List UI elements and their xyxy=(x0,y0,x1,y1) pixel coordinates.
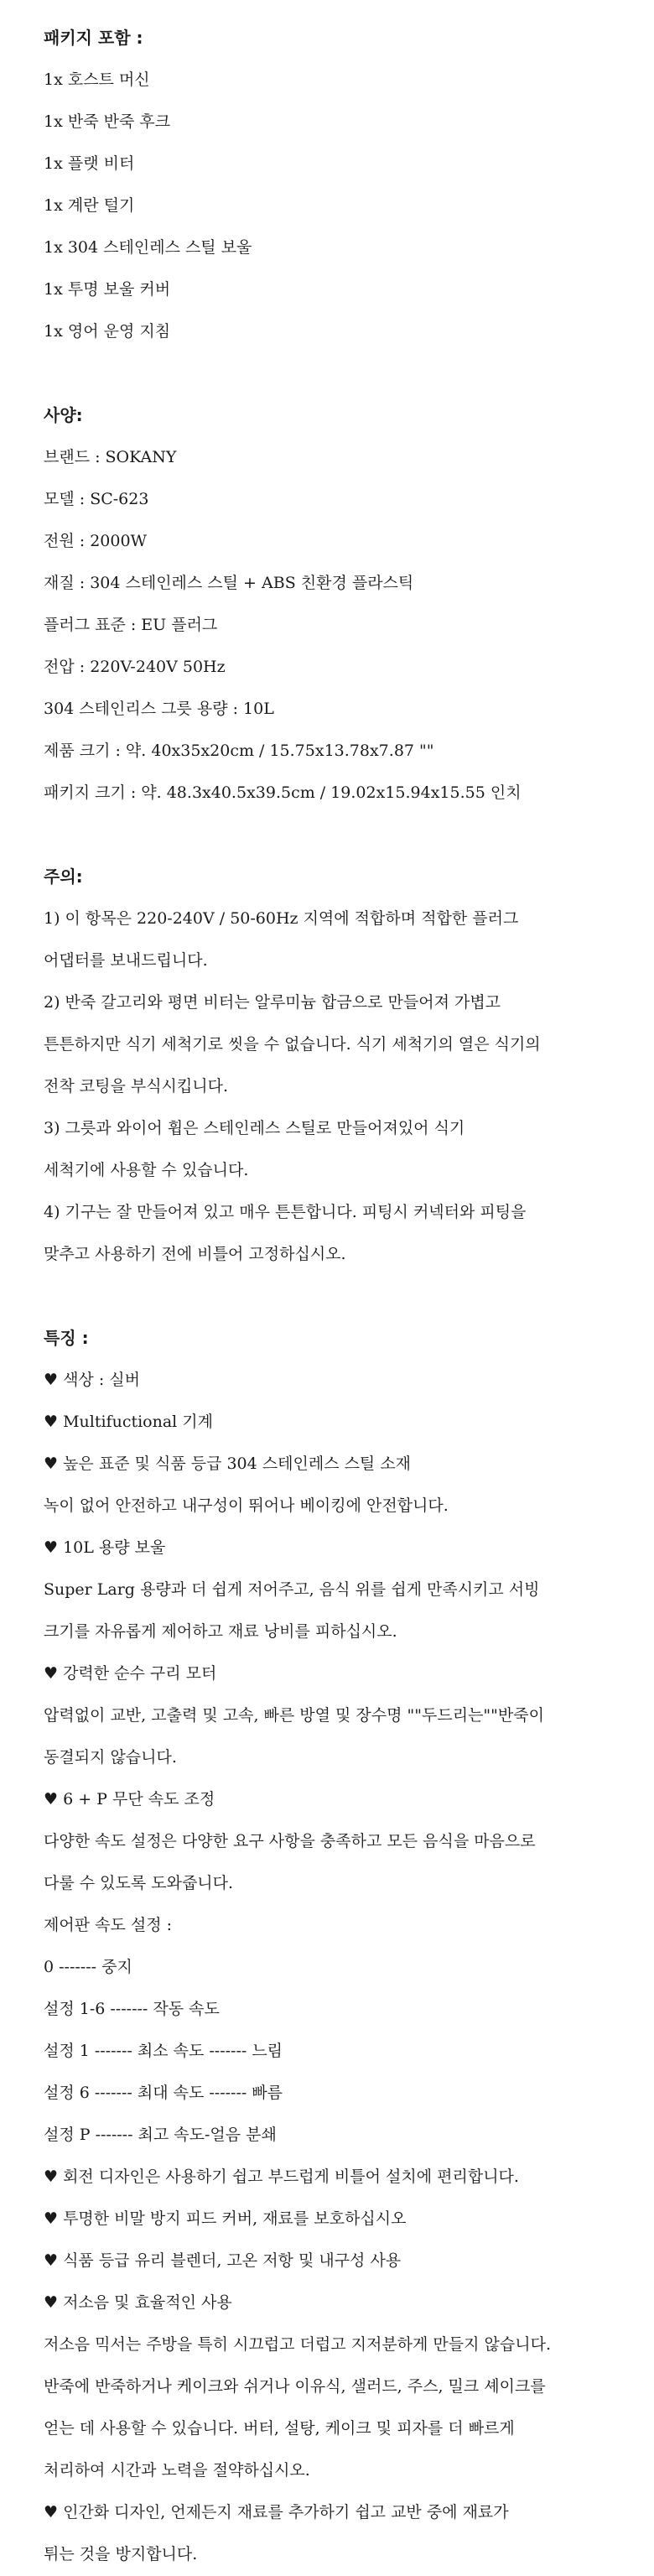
spec-line: 재질 : 304 스테인레스 스틸 + ABS 친환경 플라스틱 xyxy=(44,574,414,592)
feature-line: 동결되지 않습니다. xyxy=(44,1748,177,1767)
notice-line: 맞추고 사용하기 전에 비틀어 고정하십시오. xyxy=(44,1245,346,1263)
feature-line: 튀는 것을 방지합니다. xyxy=(44,2545,198,2563)
feature-line: ♥ 강력한 순수 구리 모터 xyxy=(44,1664,217,1683)
spec-line: 제품 크기 : 약. 40x35x20cm / 15.75x13.78x7.87 "" xyxy=(44,742,434,760)
notice-line: 전착 코팅을 부식시킵니다. xyxy=(44,1077,229,1095)
feature-line: ♥ 투명한 비말 방지 피드 커버, 재료를 보호하십시오 xyxy=(44,2209,407,2228)
notice-line: 3) 그릇과 와이어 휩은 스테인레스 스틸로 만들어져있어 식기 xyxy=(44,1119,465,1137)
spec-line: 플러그 표준 : EU 플러그 xyxy=(44,616,218,634)
specs-section xyxy=(44,394,654,814)
section-spacer xyxy=(44,352,654,394)
features-heading: 특징 : xyxy=(44,1328,89,1348)
spec-line: 전원 : 2000W xyxy=(44,532,148,550)
feature-line: 저소음 믹서는 주방을 특히 시끄럽고 더럽고 지저분하게 만들지 않습니다. xyxy=(44,2335,551,2354)
package-line: 1x 호스트 머신 xyxy=(44,70,150,89)
feature-line: 녹이 없어 안전하고 내구성이 뛰어나 베이킹에 안전합니다. xyxy=(44,1496,449,1515)
package-line: 1x 투명 보울 커버 xyxy=(44,280,171,299)
feature-line: 얻는 데 사용할 수 있습니다. 버터, 설탕, 케이크 및 피자를 더 빠르게 xyxy=(44,2419,515,2438)
feature-line: 다양한 속도 설정은 다양한 요구 사항을 충족하고 모든 음식을 마음으로 xyxy=(44,1832,536,1850)
feature-line: ♥ 저소음 및 효율적인 사용 xyxy=(44,2293,232,2312)
feature-line: ♥ 높은 표준 및 식품 등급 304 스테인레스 스틸 소재 xyxy=(44,1455,412,1473)
package-heading: 패키지 포함 : xyxy=(44,28,143,48)
notice-line: 4) 기구는 잘 만들어져 있고 매우 튼튼합니다. 피팅시 커넥터와 피팅을 xyxy=(44,1203,527,1221)
feature-line: 크기를 자유롭게 제어하고 재료 낭비를 피하십시오. xyxy=(44,1622,397,1641)
feature-line: 처리하여 시간과 노력을 절약하십시오. xyxy=(44,2461,310,2480)
section-spacer xyxy=(44,1275,654,1317)
feature-line: 설정 P ------- 최고 속도-얼음 분쇄 xyxy=(44,2126,277,2144)
specs-heading: 사양: xyxy=(44,405,83,425)
package-line: 1x 반죽 반죽 후크 xyxy=(44,112,171,131)
package-line: 1x 영어 운영 지침 xyxy=(44,322,171,341)
package-section xyxy=(44,17,654,352)
spec-line: 304 스테인리스 그릇 용량 : 10L xyxy=(44,700,274,718)
notice-line: 2) 반죽 갈고리와 평면 비터는 알루미늄 합금으로 만들어져 가볍고 xyxy=(44,993,501,1012)
feature-line: ♥ 6 + P 무단 속도 조정 xyxy=(44,1790,215,1808)
feature-line: ♥ 색상 : 실버 xyxy=(44,1371,140,1389)
spec-line: 패키지 크기 : 약. 48.3x40.5x39.5cm / 19.02x15.94x15.55 인치 xyxy=(44,783,522,802)
feature-line: ♥ 인간화 디자인, 언제든지 재료를 추가하기 쉽고 교반 중에 재료가 xyxy=(44,2503,509,2521)
notice-line: 1) 이 항목은 220-240V / 50-60Hz 지역에 적합하며 적합한 플러그 xyxy=(44,909,519,928)
feature-line: 압력없이 교반, 고출력 및 고속, 빠른 방열 및 장수명 ""두드리는""반죽이 xyxy=(44,1706,544,1725)
section-spacer xyxy=(44,814,654,856)
package-line: 1x 304 스테인레스 스틸 보울 xyxy=(44,238,252,257)
notice-section xyxy=(44,856,654,1275)
notice-line: 세척기에 사용할 수 있습니다. xyxy=(44,1161,249,1179)
package-line: 1x 플랫 비터 xyxy=(44,154,135,173)
feature-line: 설정 1 ------- 최소 속도 ------- 느림 xyxy=(44,2042,283,2060)
notice-line: 튼튼하지만 식기 세척기로 씻을 수 없습니다. 식기 세척기의 열은 식기의 xyxy=(44,1035,541,1054)
feature-line: 다룰 수 있도록 도와줍니다. xyxy=(44,1874,234,1892)
feature-line: ♥ 회전 디자인은 사용하기 쉽고 부드럽게 비틀어 설치에 편리합니다. xyxy=(44,2167,519,2186)
spec-line: 모델 : SC-623 xyxy=(44,490,149,508)
notice-heading: 주의: xyxy=(44,866,83,887)
feature-line: 반죽에 반죽하거나 케이크와 쉬거나 이유식, 샐러드, 주스, 밀크 셰이크를 xyxy=(44,2377,546,2396)
feature-line: 설정 6 ------- 최대 속도 ------- 빠름 xyxy=(44,2084,283,2102)
spec-line: 브랜드 : SOKANY xyxy=(44,448,177,466)
feature-line: ♥ 10L 용량 보울 xyxy=(44,1538,166,1557)
feature-line: ♥ Multifuctional 기계 xyxy=(44,1413,214,1431)
feature-line: Super Larg 용량과 더 쉽게 저어주고, 음식 위를 쉽게 만족시키고 서빙 xyxy=(44,1580,540,1599)
feature-line: 0 ------- 중지 xyxy=(44,1958,132,1976)
feature-line: 제어판 속도 설정 : xyxy=(44,1916,172,1934)
features-section xyxy=(44,1317,654,2575)
feature-line: ♥ 식품 등급 유리 블렌더, 고온 저항 및 내구성 사용 xyxy=(44,2251,402,2270)
feature-line: 설정 1-6 ------- 작동 속도 xyxy=(44,2000,220,2018)
notice-line: 어댑터를 보내드립니다. xyxy=(44,951,208,970)
package-line: 1x 계란 털기 xyxy=(44,196,135,215)
spec-line: 전압 : 220V-240V 50Hz xyxy=(44,658,226,676)
